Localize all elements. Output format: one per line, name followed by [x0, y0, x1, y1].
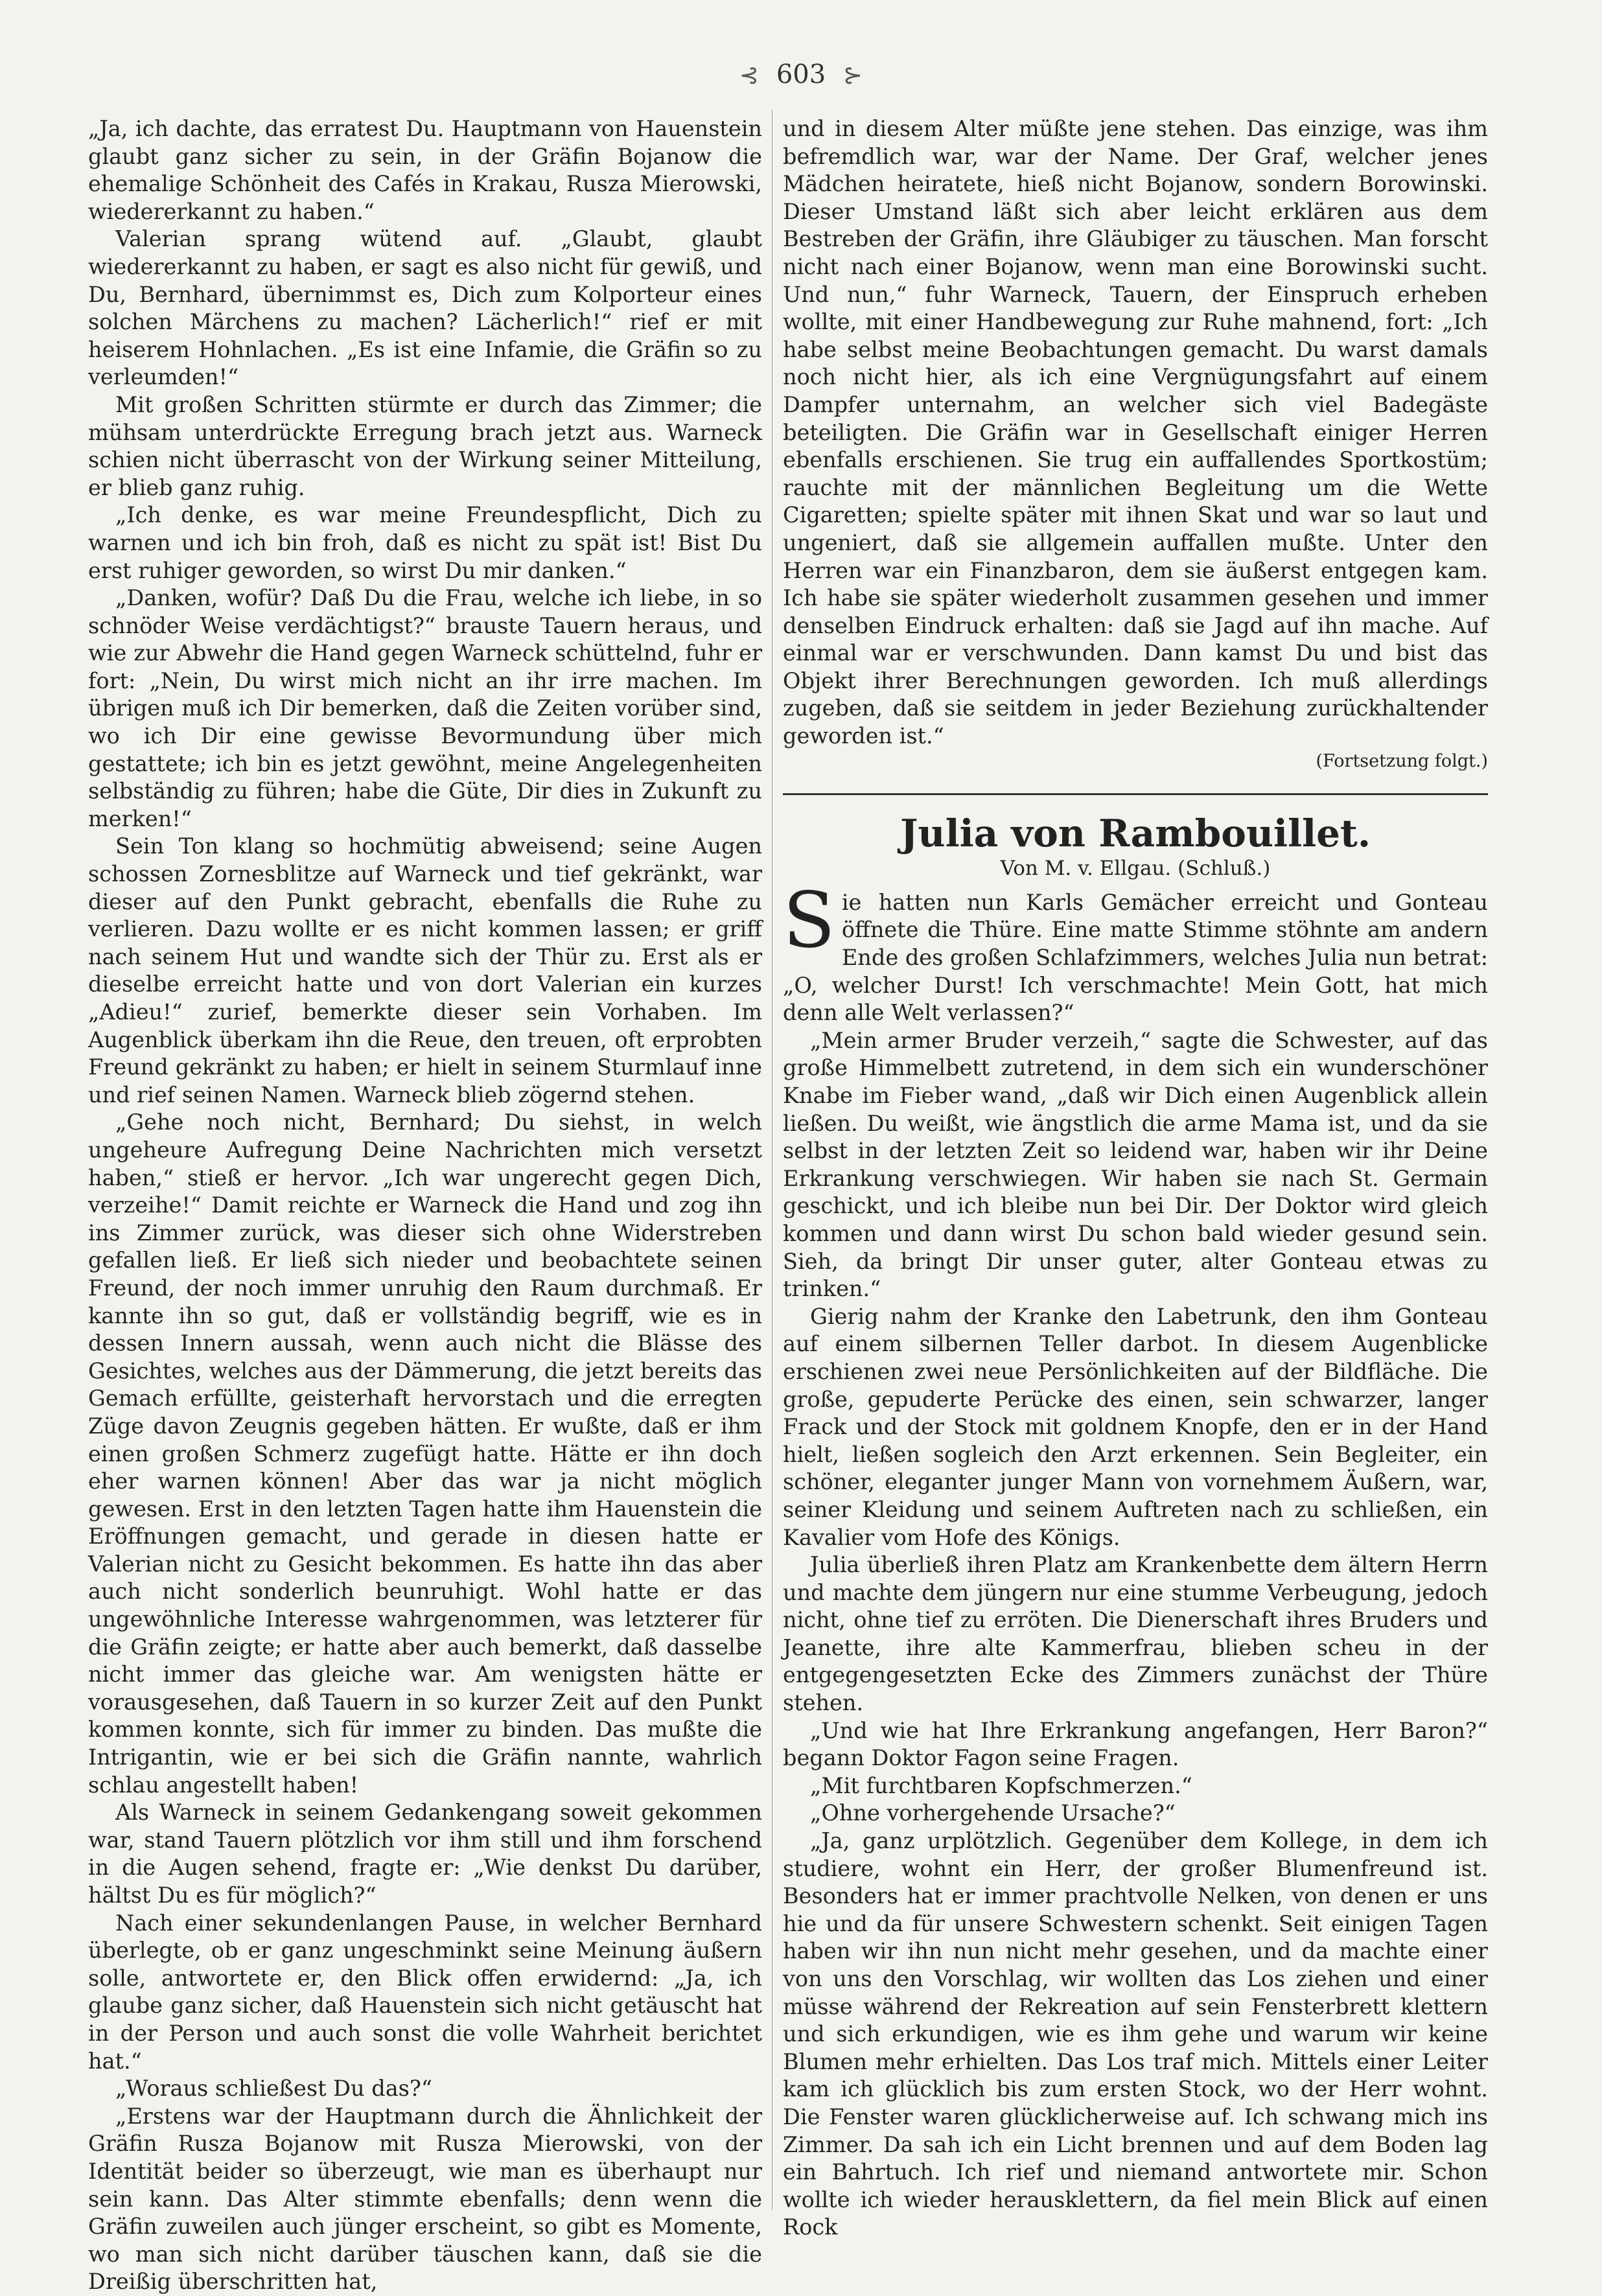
left-column [88, 115, 762, 2296]
ornament-right: ⊱ [842, 62, 863, 89]
paragraph: Valerian sprang wütend auf. „Glaubt, glaubt wiedererkannt zu haben, er sagt es also nicht für gewiß, und Du, Bernhard, übernimmst es, Dich zum Kolporteur eines solchen Märchens zu machen? Lächerlich!“ rief er mit heiserem Hohnlachen. „Es ist eine Infamie, die Gräfin so zu verleumden!“ [88, 226, 762, 390]
page-number: 603 [776, 60, 826, 89]
story-continuation: und in diesem Alter müßte jene stehen. Das einzige, was ihm befremdlich war, war der Name. Der Graf, welcher jenes Mädchen heiratete, hieß nicht Bojanow, sondern Borowinski. Dieser Umstand läßt sich aber leicht erklären aus dem Bestreben der Gräfin, ihre Gläubiger zu täuschen. Man forscht nicht nach einer Bojanow, wenn man eine Borowinski sucht. Und nun,“ fuhr Warneck, Tauern, der Einspruch erheben wollte, mit einer Handbewegung zur Ruhe mahnend, fort: „Ich habe selbst meine Beobachtungen gemacht. Du warst damals noch nicht hier, als ich eine Vergnügungsfahrt auf einem Dampfer unternahm, an welcher sich viel Badegäste beteiligten. Die Gräfin war in Gesellschaft einiger Herren ebenfalls erschienen. Sie trug ein auffallendes Sportkostüm; rauchte mit der männlichen Begleitung um die Wette Cigaretten; spielte später mit ihnen Skat und war so laut und ungeniert, daß sie allgemein auffallen mußte. Unter den Herren war ein Finanzbaron, dem sie äußerst entgegen kam. Ich habe sie später wiederholt zusammen gesehen und immer denselben Eindruck erhalten: daß sie Jagd auf ihn mache. Auf einmal war er verschwunden. Dann kamst Du und bist das Objekt ihrer Berechnungen geworden. Ich muß allerdings zugeben, daß sie seitdem in jeder Beziehung zurückhaltender geworden ist.“ [783, 116, 1488, 749]
paragraph: „Danken, wofür? Daß Du die Frau, welche ich liebe, in so schnöder Weise verdächtigst?“ brauste Tauern heraus, und wie zur Abwehr die Hand gegen Warneck schüttelnd, fuhr er fort: „Nein, Du wirst mich nicht an ihr irre machen. Im übrigen muß ich Dir bemerken, daß die Zeiten vorüber sind, wo ich Dir eine gewisse Bevormundung über mich gestattete; ich bin es jetzt gewöhnt, meine Angelegenheiten selbständig zu führen; habe die Güte, Dir dies in Zukunft zu merken!“ [88, 585, 762, 831]
right-column [783, 115, 1488, 2242]
paragraph: „Ja, ich dachte, das erratest Du. Hauptmann von Hauenstein glaubt ganz sicher zu sein, in der Gräfin Bojanow die ehemalige Schönheit des Cafés in Krakau, Rusza Mierowski, wiedererkannt zu haben.“ [88, 116, 762, 224]
paragraph: „Woraus schließest Du das?“ [115, 2076, 432, 2102]
page-header [0, 60, 1602, 89]
section-divider [783, 793, 1488, 795]
paragraph: „Gehe noch nicht, Bernhard; Du siehst, in welch ungeheure Aufregung Deine Nachrichten mich versetzt haben,“ stieß er hervor. „Ich war ungerecht gegen Dich, verzeihe!“ Damit reichte er Warneck die Hand und zog ihn ins Zimmer zurück, was dieser sich ohne Widerstreben gefallen ließ. Er ließ sich nieder und beobachtete seinen Freund, der noch immer unruhig den Raum durchmaß. Er kannte ihn so gut, daß er vollständig begriff, wie es in dessen Innern aussah, wenn auch nicht die Blässe des Gesichtes, welches aus der Dämmerung, die jetzt bereits das Gemach erfüllte, geisterhaft hervorstach und die erregten Züge davon Zeugnis gegeben hätten. Er wußte, daß er ihm einen großen Schmerz zugefügt hatte. Hätte er ihn doch eher warnen können! Aber das war ja nicht möglich gewesen. Erst in den letzten Tagen hatte ihm Hauenstein die Eröffnungen gemacht, und gerade in diesen hatte er Valerian nicht zu Gesicht bekommen. Es hatte ihn das aber auch nicht sonderlich beunruhigt. Wohl hatte er das ungewöhnliche Interesse wahrgenommen, was letzterer für die Gräfin zeigte; er hatte aber auch bemerkt, daß dasselbe nicht immer das gleiche war. Am wenigsten hätte er vorausgesehen, daß Tauern in so kurzer Zeit auf den Punkt kommen konnte, sich für immer zu binden. Das mußte die Intrigantin, wie er bei sich die Gräfin nannte, wahrlich schlau angestellt haben! [88, 1109, 762, 1798]
paragraph: „Ohne vorhergehende Ursache?“ [810, 1800, 1176, 1826]
paragraph: „Und wie hat Ihre Erkrankung angefangen, Herr Baron?“ begann Doktor Fagon seine Fragen. [783, 1717, 1488, 1771]
paragraph: „Ja, ganz urplötzlich. Gegenüber dem Kollege, in dem ich studiere, wohnt ein Herr, der großer Blumenfreund ist. Besonders hat er immer prachtvolle Nelken, von denen er uns hie und da für unsere Schwestern schenkt. Seit einigen Tagen haben wir ihn nun nicht mehr gesehen, und da machte einer von uns den Vorschlag, wir wollten das Los ziehen und einer müsse während der Rekreation auf sein Fensterbrett klettern und sich erkundigen, wie es ihm gehe und warum wir keine Blumen mehr erhielten. Das Los traf mich. Mittels einer Leiter kam ich glücklich bis zum ersten Stock, wo der Herr wohnt. Die Fenster waren glücklicherweise auf. Ich schwang mich ins Zimmer. Da sah ich ein Licht brennen und auf dem Boden lag ein Bahrtuch. Ich rief und niemand antwortete mir. Schon wollte ich wieder herausklettern, da fiel mein Blick auf einen Rock [783, 1828, 1488, 2240]
drop-cap: S [783, 875, 835, 965]
paragraph: „Mein armer Bruder verzeih,“ sagte die Schwester, auf das große Himmelbett zutretend, in dem sich ein wunderschöner Knabe im Fieber wand, „daß wir Dich einen Augenblick allein ließen. Du weißt, wie ängstlich die arme Mama ist, und da sie selbst in der letzten Zeit so leidend war, haben wir ihr Deine Erkrankung verschwiegen. Wir haben sie nach St. Germain geschickt, und ich bleibe nun bei Dir. Der Doktor wird gleich kommen und dann wirst Du schon bald wieder gesund sein. Sieh, da bringt Dir unser guter, alter Gonteau etwas zu trinken.“ [783, 1027, 1488, 1302]
first-paragraph-text: ie hatten nun Karls Gemächer erreicht und Gonteau öffnete die Thüre. Eine matte Stimme stöhnte am andern Ende des großen Schlafzimmers, welches Julia nun betrat: „O, welcher Durst! Ich verschmachte! Mein Gott, hat mich denn alle Welt verlassen?“ [783, 889, 1488, 1026]
paragraph: Gierig nahm der Kranke den Labetrunk, den ihm Gonteau auf einem silbernen Teller darbot. In diesem Augenblicke erschienen zwei neue Persönlichkeiten auf der Bildfläche. Die große, gepuderte Perücke des einen, sein schwarzer, langer Frack und der Stock mit goldnem Knopfe, den er in der Hand hielt, ließen sogleich den Arzt erkennen. Sein Begleiter, ein schöner, eleganter junger Mann von vornehmem Äußern, war, seiner Kleidung und seinem Auftreten nach zu schließen, ein Kavalier vom Hofe des Königs. [783, 1303, 1488, 1550]
article-byline: Von M. v. Ellgau. (Schluß.) [1000, 857, 1271, 881]
paragraph: Julia überließ ihren Platz am Krankenbette dem ältern Herrn und machte dem jüngern nur eine stumme Verbeugung, jedoch nicht, ohne tief zu erröten. Die Dienerschaft ihres Bruders und Jeanette, ihre alte Kammerfrau, blieben scheu in der entgegengesetzten Ecke des Zimmers zunächst der Thüre stehen. [783, 1552, 1488, 1716]
continued-note: (Fortsetzung folgt.) [1316, 750, 1488, 771]
paragraph-first [783, 875, 1488, 1027]
paragraph: Nach einer sekundenlangen Pause, in welcher Bernhard überlegte, ob er ganz ungeschminkt seine Meinung äußern solle, antwortete er, den Blick offen erwidernd: „Ja, ich glaube ganz sicher, daß Hauenstein sich nicht getäuscht hat in der Person und auch sonst die volle Wahrheit berichtet hat.“ [88, 1910, 762, 2074]
paragraph: Mit großen Schritten stürmte er durch das Zimmer; die mühsam unterdrückte Erregung brach jetzt aus. Warneck schien nicht überrascht von der Wirkung seiner Mitteilung, er blieb ganz ruhig. [88, 391, 762, 500]
paragraph: Sein Ton klang so hochmütig abweisend; seine Augen schossen Zornesblitze auf Warneck und tief gekränkt, war dieser auf den Punkt gebracht, ebenfalls die Ruhe zu verlieren. Dazu wollte er es nicht kommen lassen; er griff nach seinem Hut und wandte sich der Thür zu. Erst als er dieselbe erreicht hatte und von dort Valerian ein kurzes „Adieu!“ zurief, bemerkte dieser sein Vorhaben. Im Augenblick überkam ihn die Reue, den treuen, oft erprobten Freund gekränkt zu haben; er hielt in seinem Sturmlauf inne und rief seinen Namen. Warneck blieb zögernd stehen. [88, 833, 762, 1107]
article-title: Julia von Rambouillet. [900, 811, 1371, 856]
paragraph: „Erstens war der Hauptmann durch die Ähnlichkeit der Gräfin Rusza Bojanow mit Rusza Mierowski, von der Identität beider so überzeugt, wie man es überhaupt nur sein kann. Das Alter stimmte ebenfalls; denn wenn die Gräfin zuweilen auch jünger erscheint, so gibt es Momente, wo man sich nicht darüber täuschen kann, daß sie die Dreißig überschritten hat, [88, 2103, 762, 2295]
paragraph: Als Warneck in seinem Gedankengang soweit gekommen war, stand Tauern plötzlich vor ihm still und ihm forschend in die Augen sehend, fragte er: „Wie denkst Du darüber, hältst Du es für möglich?“ [88, 1800, 762, 1908]
ornament-left: ⊰ [739, 62, 760, 89]
paragraph: „Ich denke, es war meine Freundespflicht, Dich zu warnen und ich bin froh, daß es nicht zu spät ist! Bist Du erst ruhiger geworden, so wirst Du mir danken.“ [88, 502, 762, 583]
paragraph: „Mit furchtbaren Kopfschmerzen.“ [810, 1772, 1192, 1798]
